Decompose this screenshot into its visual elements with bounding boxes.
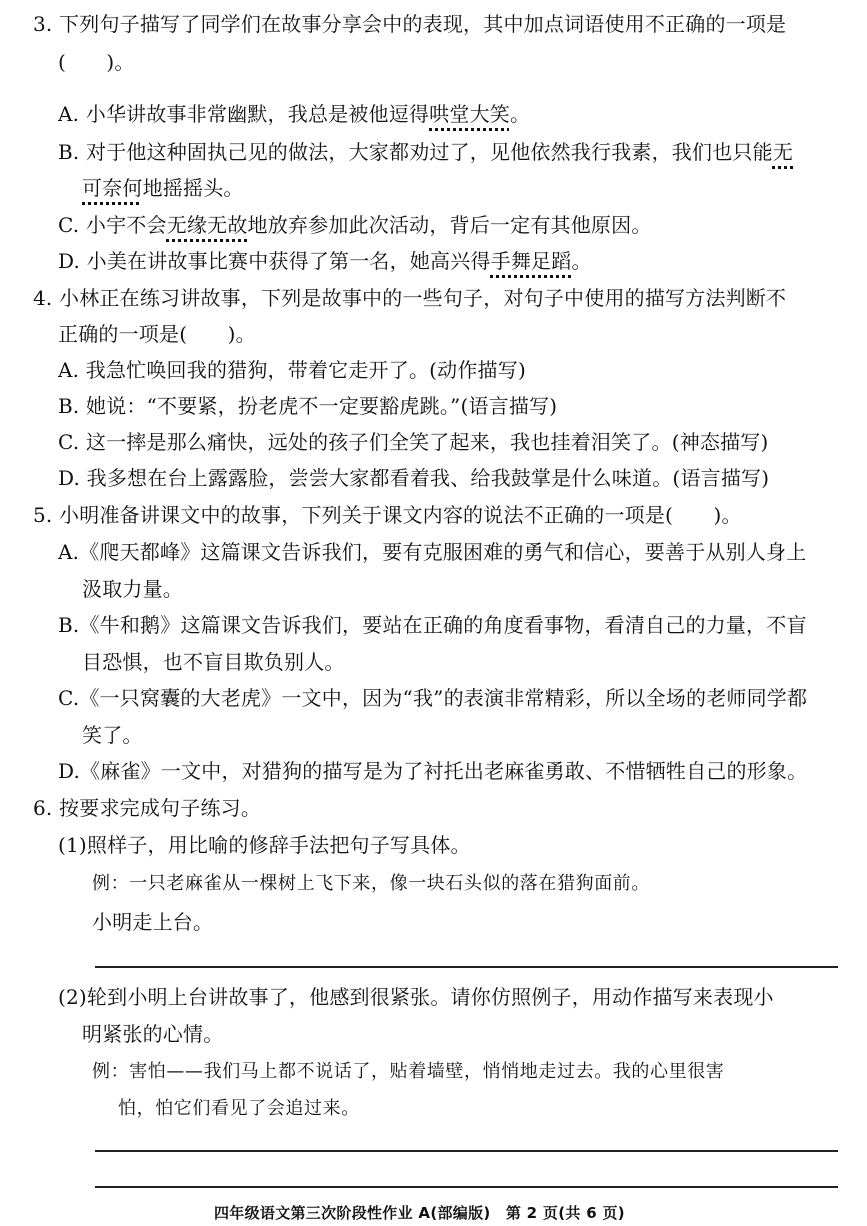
q3-d-text: D. 小美在讲故事比赛中获得了第一名，她高兴得: [58, 249, 491, 273]
page-footer: 四年级语文第三次阶段性作业 A(部编版) 第 2 页(共 6 页): [214, 1204, 625, 1222]
q3-b-dotted-word-start: 无: [772, 140, 794, 164]
q5-option-c-line1: C.《一只窝囊的大老虎》一文中，因为“我”的表演非常精彩，所以全场的老师同学都: [58, 686, 808, 710]
q4-option-b: B. 她说：“不要紧，扮老虎不一定要豁虎跳。”(语言描写): [58, 394, 558, 418]
q3-d-dotted-word: 手舞足蹈: [490, 249, 572, 273]
q6-part2-title-line2: 明紧张的心情。: [82, 1022, 224, 1046]
q3-a-end: 。: [509, 102, 531, 126]
q3-c-end: 地放弃参加此次活动，背后一定有其他原因。: [247, 213, 652, 237]
q4-stem-line2: 正确的一项是( )。: [58, 322, 256, 346]
q3-stem-line2: ( )。: [58, 50, 135, 74]
q3-option-b-line2: [82, 174, 244, 202]
q6-part2-example-line2: 怕，怕它们看见了会追过来。: [118, 1098, 360, 1119]
q3-a-text: A. 小华讲故事非常幽默，我总是被他逗得: [58, 102, 430, 126]
q3-b-dotted-word-end: 可奈何: [82, 176, 143, 200]
q4-stem-line1: 4. 小林正在练习讲故事，下列是故事中的一些句子，对句子中使用的描写方法判断不: [33, 286, 787, 310]
q5-option-a-line1: A.《爬天都峰》这篇课文告诉我们，要有克服困难的勇气和信心，要善于从别人身上: [58, 540, 807, 564]
q4-option-a: A. 我急忙唤回我的猎狗，带着它走开了。(动作描写): [58, 358, 526, 382]
q3-a-dotted-word: 哄堂大笑: [429, 102, 510, 126]
q3-option-d: [58, 247, 592, 275]
q5-option-b-line1: B.《牛和鹅》这篇课文告诉我们，要站在正确的角度看事物，看清自己的力量，不盲: [58, 613, 807, 637]
q5-option-d: D.《麻雀》一文中，对猎狗的描写是为了衬托出老麻雀勇敢、不惜牺牲自己的形象。: [58, 759, 808, 783]
q3-stem-line1: 3. 下列句子描写了同学们在故事分享会中的表现，其中加点词语使用不正确的一项是: [33, 12, 787, 36]
q6-part2-answer-line-2[interactable]: [95, 1186, 838, 1188]
q3-option-c: [58, 211, 652, 239]
q5-option-a-line2: 汲取力量。: [82, 577, 183, 601]
q6-part2-example-line1: 例：害怕——我们马上都不说话了，贴着墙壁，悄悄地走过去。我的心里很害: [92, 1061, 725, 1082]
q3-c-text: C. 小宇不会: [58, 213, 167, 237]
q5-option-b-line2: 目恐惧，也不盲目欺负别人。: [82, 650, 345, 674]
q3-option-a: [58, 100, 530, 128]
q3-option-b-line1: [58, 138, 793, 166]
q4-option-d: D. 我多想在台上露露脸，尝尝大家都看着我、给我鼓掌是什么味道。(语言描写): [58, 466, 770, 490]
q6-part2-title-line1: (2)轮到小明上台讲故事了，他感到很紧张。请你仿照例子，用动作描写来表现小: [58, 985, 774, 1009]
q6-part1-example: 例：一只老麻雀从一棵树上飞下来，像一块石头似的落在猎狗面前。: [92, 873, 650, 894]
q3-d-end: 。: [571, 249, 592, 273]
q6-stem: 6. 按要求完成句子练习。: [33, 796, 262, 820]
q6-part2-answer-line-1[interactable]: [95, 1150, 838, 1152]
q3-b-end: 地摇摇头。: [142, 176, 244, 200]
q6-part1-title: (1)照样子，用比喻的修辞手法把句子写具体。: [58, 833, 471, 857]
q5-stem: 5. 小明准备讲课文中的故事，下列关于课文内容的说法不正确的一项是( )。: [33, 503, 742, 527]
q3-c-dotted-word: 无缘无故: [166, 213, 248, 237]
q6-part1-prompt: 小明走上台。: [92, 910, 214, 934]
q5-option-c-line2: 笑了。: [82, 723, 143, 747]
q4-option-c: C. 这一摔是那么痛快，远处的孩子们全笑了起来，我也挂着泪笑了。(神态描写): [58, 430, 769, 454]
q3-b-text: B. 对于他这种固执己见的做法，大家都劝过了，见他依然我行我素，我们也只能: [58, 140, 773, 164]
q6-part1-answer-line[interactable]: [95, 966, 838, 968]
